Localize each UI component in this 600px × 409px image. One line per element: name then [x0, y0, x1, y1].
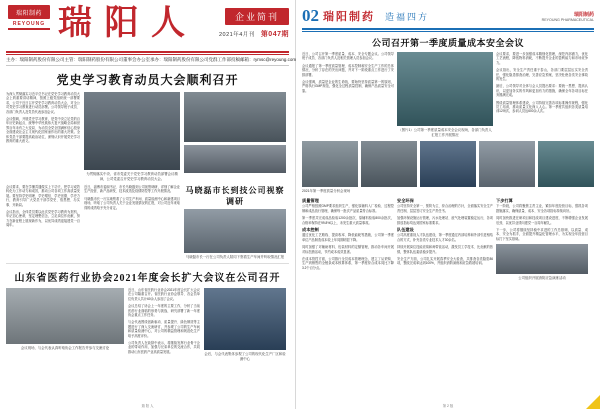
lead-photo [84, 92, 180, 170]
lead-paragraph: 会议要求，要在学懂弄通做实上下功夫，把学习成效转化为工作动力和成效，推动公司各项工作高质量发展。要坚持学史明理、学史增信、学史崇德、学史力行，教育引导广大党员干部学党史、悟思想、办实事、开新局。 [6, 185, 80, 207]
logo-mark-text: 瑞阳制药 [15, 10, 42, 17]
page-title: 瑞 阳 人 [58, 5, 187, 42]
section-paragraph: 安全生产方面，公司扎实开展春季安全大检查，共排查各类隐患86项，整改完成率达到100%，并组织消防演练和应急救援培训。 [397, 257, 493, 266]
issue-number: 第047期 [260, 31, 289, 38]
masthead [6, 5, 289, 49]
lead-headline: 党史学习教育动员大会顺利召开 [56, 73, 239, 87]
right-paragraph: 会议要求，要进一步加强成本精细化管理，深挖内部潜力，优化工艺流程，降低物料消耗，不断提升企业的盈利能力和市场竞争力。 [496, 52, 588, 65]
section-title: 队伍建设 [397, 227, 414, 233]
lead-text-col-1 [6, 92, 80, 182]
section-paragraph: 同时加强了对辅助材料、包装材料的定额管理，推动各车间开展对标挖潜活动，节约成本成效显著。 [302, 245, 394, 254]
masthead-date [219, 29, 289, 39]
page-number: 02 [302, 6, 319, 25]
story3-paragraph: 近日，山东省医药行业协会2021年度会长扩大会议在公司隆重召开。省医药行业协会领导、各会员单位负责人共计60余人参加了会议。 [128, 288, 200, 301]
lead-photo-caption: 为贯彻落实中央、省市党委关于党史学习教育动员部署会议精神，公司党委召开党史学习教育动员大会。 [86, 172, 178, 181]
strip-caption: 2021年第一季度质量分析会现场 [302, 189, 351, 193]
section-photo-caption: 公司组织开展消防应急演练活动 [518, 276, 566, 281]
story3-photo-block-2 [204, 288, 286, 362]
story2-caption: 马晓磊市长一行在公司负责人陪同下察看生产车间并听取情况汇报 [185, 255, 285, 259]
story2-paragraph: 马晓磊市长一行实地察看了公司生产车间、质量检测中心和新建项目现场，听取了公司负责人关于企业发展情况的汇报，对公司近年来取得的成绩给予充分肯定。 [84, 196, 180, 210]
story3-paragraph: 与会代表围绕创新驱动、质量提升、绿色制造等主题进行了深入交流研讨，并参观了公司的生产车间和质量检测中心，对公司的精益管理和规范化生产给予高度评价。 [128, 320, 200, 338]
right-lead-photo [397, 52, 493, 126]
publisher-info-bar [6, 55, 297, 66]
masthead-badge: 企业简刊 [225, 8, 289, 25]
info-supervisor: 主管：瑞阳制药股份有限公司董事会办公室 [64, 57, 150, 62]
brand-name: 瑞阳制药 [573, 11, 594, 18]
lead-photo-block [84, 92, 180, 182]
front-page [0, 0, 296, 409]
issue-date: 2021年4月刊 [218, 32, 255, 38]
lead-photo-block-2 [184, 92, 286, 182]
right-lead-photo-block [397, 52, 493, 138]
section-title: 下步打算 [496, 198, 513, 203]
section-paragraph: 公司高度重视人才队伍建设，第一季度通过内部培养和外部引进相结合的方式，补充各类专业技术人才30余名。 [397, 233, 493, 242]
lead-story-body-2 [6, 185, 289, 260]
lead-text-col-2 [6, 185, 80, 260]
strip-photo-2 [361, 141, 417, 187]
section-paragraph: 通过优化工艺路线、提高收率、降低能耗等措施，公司第一季度单位产品制造成本较上年同期明显下降。 [302, 233, 394, 242]
section-paragraph: 第一季度共完成成品检验1200余批次，原辅料检验800余批次，合格率保持在99.8%以上，未发生重大质量事故。 [302, 216, 394, 225]
company-logo [6, 5, 52, 45]
lead-paragraph: 会议强调，开展党史学习教育，是党中央立足党的百年历史新起点、统筹中华民族伟大复兴战略全局和世界百年未有之大变局、为动员全党全国满怀信心投身全面建设社会主义现代化国家而作出的重大决策。全体党员干部要提高政治站位，深刻认识开展党史学习教育的重大意义。 [6, 117, 80, 144]
story2-block [184, 185, 286, 260]
story2-paragraph: 近日，淄博市委副书记、市长马晓磊到公司视察调研，详细了解企业生产经营、新产品研发、技术改造及疫情防控等工作开展情况。 [84, 185, 180, 194]
strip-photo-1 [302, 141, 358, 187]
section-paragraph: 下一阶段，公司将聚焦主责主业，紧扣年度经营目标，狠抓各项措施落实，确保质量、成本、安全各项指标持续向好。 [496, 204, 588, 213]
page-two [296, 0, 600, 409]
lead-photo-2 [184, 92, 286, 142]
section-title: 安全环保 [397, 198, 414, 203]
info-host: 主办：瑞阳制药股份有限公司 [6, 57, 65, 62]
section-photo [496, 244, 588, 274]
lead-story-body [6, 92, 289, 182]
header-brand [542, 11, 594, 22]
header-rule-thin [302, 31, 594, 32]
logo-latin: REYOUNG [12, 21, 46, 27]
section-divider [6, 263, 289, 264]
right-paragraph: 会议强调，质量是企业的生命线，要始终坚持质量第一的原则，严格执行GMP规范，强化全过程质量控制，确保产品质量安全可靠。 [302, 80, 394, 93]
right-paragraph: 最后，公司领导对全体与会人员提出要求：要统一思想、提高认识，以更加务实的作风和更加有力的措施，确保全年各项目标任务圆满完成。 [496, 84, 588, 98]
info-organizer: 承办：瑞阳制药股份有限公司党群工作部 [150, 57, 231, 62]
section-col-1 [302, 196, 394, 281]
right-page-footer: 第 2 版 [442, 404, 454, 408]
strip-photo-4 [479, 141, 535, 187]
right-paragraph: 围绕质量管理体系建设，公司持续完善各项标准操作规程，强化员工培训，推动质量文化深入人心。第一季度共组织各类质量培训12场次，参训人员达600余人次。 [496, 100, 588, 114]
story2-text-col-1 [84, 185, 180, 260]
right-lead-caption: （图片1）公司第一季度质量成本安全会议现场，各部门负责人汇报工作开展情况 [398, 128, 492, 137]
info-email: 投稿邮箱：rymsc@reyoung.com [231, 57, 297, 62]
right-paragraph: 会议指出，安全生产责任重于泰山，各部门要层层压实安全责任，强化隐患排查治理，完善应急预案，坚决杜绝各类安全事故的发生。 [496, 68, 588, 82]
right-headline: 公司召开第一季度质量成本安全会议 [371, 38, 524, 48]
lead-paragraph: 会议指出，全体党员要以此次党史学习教育为契机，牢记初心使命，坚定理想信念，立足岗位作贡献，努力在新征程上展现新作为，以优异成绩迎接建党一百周年。 [6, 210, 80, 228]
right-page-header [302, 5, 594, 27]
section-col-3 [496, 196, 588, 281]
story3-photo [6, 288, 124, 344]
story3-paragraph: 公司负责人在致辞中表示，将继续发挥行业骨干企业的带动作用，加强与兄弟单位的交流合作，共同推动山东医药产业高质量发展。 [128, 341, 200, 354]
section-paragraph: 在成本管控方面，公司推行全员成本管理理念，建立了从采购、生产到销售的全链条成本核算体系，第一季度综合成本同比下降3.2个百分点。 [302, 257, 394, 270]
right-paragraph: 会议通报了第一季度质量管理、成本控制和安全生产工作的总体情况，分析了存在的突出问题，并对下一阶段重点工作进行了安排部署。 [302, 63, 394, 77]
header-title: 瑞阳制药 [323, 11, 375, 23]
strip-photo-5 [538, 141, 594, 187]
strip-photo-3 [420, 141, 476, 187]
right-paragraph: 近日，公司召开第一季度质量、成本、安全专题会议。公司领导班子成员、各部门负责人及相关管理人员参加会议。 [302, 52, 394, 61]
photo-strip [302, 141, 594, 187]
story3-caption-right: 会后，与会代表集体参观了公司的现代化生产厂区和检测中心 [204, 352, 286, 361]
section-paragraph: 持续开展岗位技能竞赛和师带徒活动，激发员工学技术、比贡献的热情，整体队伍素质稳步提升。 [397, 245, 493, 254]
logo-mark [8, 5, 50, 19]
story3-text-col [128, 288, 200, 362]
left-page-footer: 瑞 阳 人 [141, 404, 154, 408]
section-paragraph: 公司坚持安全第一、预防为主、综合治理的方针，全面落实安全生产责任制，层层签订安全生产责任书。 [397, 204, 493, 213]
story2-headline: 马晓磊市长到技公司视察调研 [185, 186, 285, 206]
story3-photo-block [6, 288, 124, 362]
masthead-rule [6, 51, 289, 53]
section-paragraph: 加强环保设施运行管理，污水处理站、废气处理装置稳定运行，各项排放指标均达到国家标准要求。 [397, 216, 493, 225]
logo-bar [8, 28, 50, 30]
lead-paragraph: 为深入贯彻落实习近平总书记在党史学习教育动员大会上的重要讲话精神，按照上级党组织统一部署要求，公司于近日召开党史学习教育动员大会，对全公司党史学习教育进行动员部署。公司领导班子成员、各部门负责人及党员代表参加会议。 [6, 92, 80, 114]
brand-subtitle: REYOUNG PHARMACEUTICAL [541, 17, 594, 22]
section-title: 成本控制 [302, 227, 319, 233]
right-lead-body [302, 52, 594, 138]
right-text-col-1 [302, 52, 394, 138]
section-paragraph: 下一步，公司将继续坚持稳中求进的工作总基调，以质量、成本、安全为抓手，全面提升精益化管理水平，为实现全年经营目标打下坚实基础。 [496, 228, 588, 241]
lead-photo-3 [184, 145, 286, 173]
story3-photo-2 [204, 288, 286, 350]
right-text-col-2 [496, 52, 588, 138]
section-paragraph: 同时加快推进在研项目和技改项目建设进度，不断增强企业发展后劲，以优异业绩向建党一百周年献礼。 [496, 216, 588, 225]
story3-caption-left: 会议现场，与会代表认真听取协会工作报告并参与交流讨论 [20, 346, 110, 350]
story3-body [6, 288, 289, 362]
story3-paragraph: 会议总结了协会上一年度的主要工作，分析了当前医药行业面临的形势与挑战，研究部署了新一年度协会重点工作任务。 [128, 304, 200, 318]
story3-headline: 山东省医药行业协会2021年度会长扩大会议在公司召开 [14, 273, 281, 284]
section-col-2 [397, 196, 493, 281]
header-subtitle: 造福四方 [385, 11, 430, 22]
right-sections-body [302, 196, 594, 281]
story2-photo [184, 209, 286, 253]
masthead-meta [219, 7, 289, 39]
header-rule [302, 28, 594, 30]
section-title: 质量管理 [302, 198, 319, 203]
section-paragraph: 公司严格按照GMP要求组织生产，强化原辅料入厂检验、过程控制和成品放行管理，确保每一批次产品质量符合标准。 [302, 204, 394, 213]
